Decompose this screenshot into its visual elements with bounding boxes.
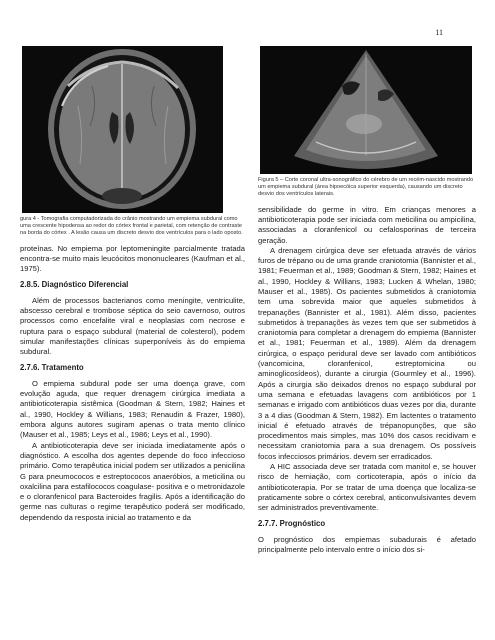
paragraph: O empiema subdural pode ser uma doença grave, com evolução aguda, que requer drenagem cirúrgica imediata a antibioticoterapia sistêmica (Goodman & Stern, 1982; Haines et al., 1990, Hockley & Willians, 1983; Renaudin & Frazer, 1980), embora alguns autores sugiram apenas o trata mento clínico (Mauser et al., 1985; Leys et al., 1986; Leys et al., 1990). [20, 378, 245, 440]
paragraph: Além de processos bacterianos como meningite, ventriculite, abscesso cerebral e trombose séptica do seio cavernoso, outros processos como encefalite viral e neoplasias com necrose e ruptura para o espaço subdural (material de colesterol), podem simular manifestações clínicas superponíveis às do empiema subdural. [20, 295, 245, 357]
figure5-caption: Figura 5 – Corte coronal ultra-sonográfico do cérebro de um recém-nascido mostrando um empiema subdural (área hipoecóica superior esquerda), causando um discreto desvio dos ventrículos laterais. [258, 177, 474, 198]
page-number: 11 [435, 28, 443, 37]
paragraph: A antibioticoterapia deve ser iniciada imediatamente após o diagnóstico. A escolha dos agentes depende do foco infeccioso primário. Como terapêutica inicial podem ser utilizados a penicilina G para pneumococos e estreptococos anaeróbios, a meticilina ou oxalcilina para estafilococos coagulase- positiva e o metronidazole e o cloranfenicol para Bacteroides fragilis. Após a identificação do germe nas culturas o regime terapêutico poderá ser modificado, dependendo da resposta inicial ao tratamento e da [20, 440, 245, 522]
section-heading: 2.8.5. Diagnóstico Diferencial [20, 279, 129, 289]
figure4-caption: gura 4 - Tomografia computadorizada do crânio mostrando um empiema subdural como uma crescente hipodensa ao redor do córtex frontal e parietal, com retenção de contraste na borda do córtex . A lesão causa um discreto desvio dos ventrículos para o lado oposto. [20, 216, 243, 237]
paragraph: sensibilidade do germe in vitro. Em crianças menores a antibioticoterapia pode ser iniciada com meticilina ou ampicilina, associadas a cloranfenicol ou cefalosporinas de terceira geração. [258, 204, 476, 245]
section-heading: 2.7.6. Tratamento [20, 362, 84, 372]
left-column [20, 46, 245, 523]
right-column [258, 46, 476, 555]
paragraph: O prognóstico dos empiemas subadurais é afetado principalmente pelo intervalo entre o início dos si- [258, 534, 476, 555]
paragraph: A HIC associada deve ser tratada com manitol e, se houver risco de herniação, com corticoterapia, após o início da antibioticoterapia. Por se tratar de uma doença que localiza-se praticamente sobre o córtex cerebral, anticonvulsivantes devem ser administrados preventivamente. [258, 462, 476, 513]
section-heading: 2.7.7. Prognóstico [258, 518, 326, 528]
paragraph: A drenagem cirúrgica deve ser efetuada através de vários furos de trépano ou de uma grande craniotomia (Bannister et al., 1981; Feuerman et al., 1989; Goodman & Stern, 1982; Haines et al., 1990, Hockley & Willians, 1983; Lucken & Whelan, 1980; Mauser et al., 1985). Os pacientes submetidos à craniotomia tem uma sobrevida maior que aqueles submetidos à trepanações (Bannister et al., 1981). Além disso, pacientes submetidos à trepanações às vezes tem que ser submetidos à craniotomia para completar a drenagem do empiema (Bannister et al., 1981; Feuerman et al., 1989). Além da drenagem cirúrgica, o espaço peridural deve ser lavado com antibióticos (vancomicina, cloranfenicol, estreptomicina ou aminoglicosídeos), durante a cirurgia (Gourmley et al., 1996). Após a cirurgia são deixados drenos no espaço subdural por uma semana e efetuadas lavagens com antibióticos por 1 semanas e irrigado com antibióticos duas vezes por dia, durante 3 a 4 dias (Goodman & Stern, 1982). Em lactentes o tratamento inicial é efetuado através de trépanopunções, que são procedimentos mais simples, mas 10% dos casos recidivam e necessitam craniotomia para a sua drenagem. Os possíveis focos infecciosos primários. devem ser erradicados. [258, 245, 476, 461]
paragraph: proteínas. No empiema por leptomeningite parcialmente tratada encontra-se muito mais leucócitos mononucleares (Kaufman et al., 1975). [20, 243, 245, 274]
ultrasound-image [260, 46, 472, 174]
ct-scan-image [22, 46, 223, 213]
